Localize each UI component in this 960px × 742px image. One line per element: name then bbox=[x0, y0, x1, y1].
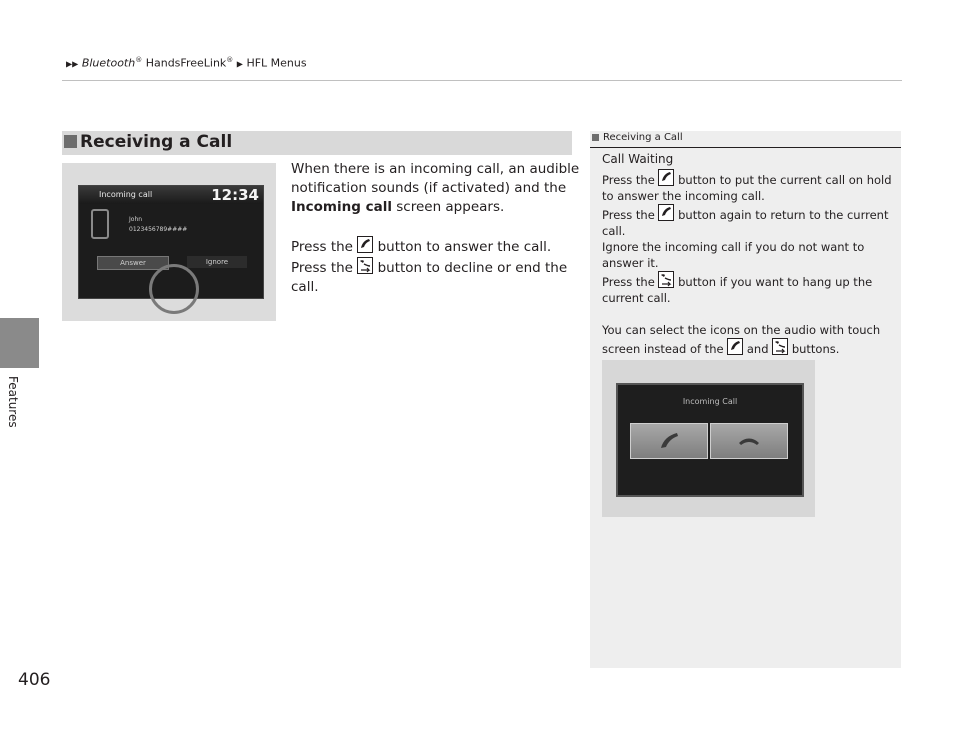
paragraph-answer bbox=[291, 236, 581, 257]
text: button again to return to the current call. bbox=[602, 208, 889, 238]
phone-pickup-icon bbox=[631, 424, 707, 458]
text: button if you want to hang up the current call. bbox=[602, 275, 873, 305]
breadcrumb-bluetooth: Bluetooth bbox=[81, 56, 136, 70]
text: button to answer the call. bbox=[373, 239, 552, 255]
section-heading bbox=[62, 131, 572, 155]
note-line-ignore: Ignore the incoming call if you do not want to answer it. bbox=[602, 240, 865, 270]
body-text bbox=[291, 160, 581, 297]
text: Press the bbox=[291, 239, 358, 255]
registered-mark-2: ® bbox=[226, 56, 234, 64]
phone-hangup-icon bbox=[658, 271, 674, 288]
note-subtitle: Call Waiting bbox=[602, 152, 674, 166]
registered-mark: ® bbox=[135, 56, 143, 64]
text: Press the bbox=[602, 173, 659, 187]
note-body bbox=[602, 151, 892, 357]
phone-device-icon bbox=[91, 209, 109, 239]
answer-option: Answer bbox=[97, 256, 169, 270]
header-divider bbox=[62, 80, 902, 81]
breadcrumb bbox=[66, 56, 307, 70]
phone-hangup-icon bbox=[357, 257, 373, 274]
note-line-touch bbox=[602, 322, 892, 357]
text: You can select the icons on the audio with touch screen instead of the bbox=[602, 323, 881, 356]
screen-clock: 12:34 bbox=[211, 186, 259, 204]
section-title: Receiving a Call bbox=[80, 132, 233, 152]
chapter-tab bbox=[0, 318, 39, 368]
note-line-return bbox=[602, 204, 892, 239]
note-marker-icon bbox=[592, 134, 599, 141]
phone-pickup-icon bbox=[357, 236, 373, 253]
text: button to decline or end the call. bbox=[291, 260, 568, 295]
page-number: 406 bbox=[18, 670, 51, 690]
phone-pickup-icon bbox=[658, 169, 674, 186]
text: buttons. bbox=[788, 342, 840, 356]
incoming-call-screen bbox=[78, 185, 264, 299]
section-square-icon bbox=[64, 135, 77, 148]
caller-name: John bbox=[129, 216, 143, 223]
touch-answer-button bbox=[630, 423, 708, 459]
breadcrumb-arrow-icon: ▶ bbox=[236, 59, 243, 69]
text: Press the bbox=[291, 260, 358, 276]
text: and bbox=[743, 342, 773, 356]
touchscreen-title: Incoming Call bbox=[682, 397, 738, 406]
ignore-option: Ignore bbox=[187, 256, 247, 268]
chapter-label: Features bbox=[6, 376, 20, 428]
text: screen appears. bbox=[391, 199, 505, 215]
selector-knob-icon bbox=[149, 264, 199, 314]
note-title: Receiving a Call bbox=[603, 132, 683, 143]
phone-pickup-icon bbox=[727, 338, 743, 355]
paragraph-incoming bbox=[291, 160, 581, 217]
phone-hangup-icon bbox=[711, 424, 787, 458]
note-line-hangup bbox=[602, 271, 892, 306]
breadcrumb-arrow-icon: ▶▶ bbox=[66, 59, 79, 69]
phone-hangup-icon bbox=[772, 338, 788, 355]
paragraph-decline bbox=[291, 257, 581, 297]
text: When there is an incoming call, an audible notification sounds (if activated) and the bbox=[291, 161, 580, 196]
text: button to put the current call on hold to answer the incoming call. bbox=[602, 173, 892, 203]
screen-title: Incoming call bbox=[99, 190, 153, 199]
touch-hangup-button bbox=[710, 423, 788, 459]
breadcrumb-menus: HFL Menus bbox=[246, 56, 307, 70]
bold-term: Incoming call bbox=[291, 199, 392, 215]
touchscreen-incoming-call bbox=[616, 383, 804, 497]
note-line-hold bbox=[602, 169, 892, 204]
text: Press the bbox=[602, 208, 659, 222]
breadcrumb-hfl: HandsFreeLink bbox=[142, 56, 227, 70]
phone-pickup-icon bbox=[658, 204, 674, 221]
text: Press the bbox=[602, 275, 659, 289]
note-header bbox=[590, 131, 901, 148]
caller-number: 0123456789#### bbox=[129, 226, 188, 233]
